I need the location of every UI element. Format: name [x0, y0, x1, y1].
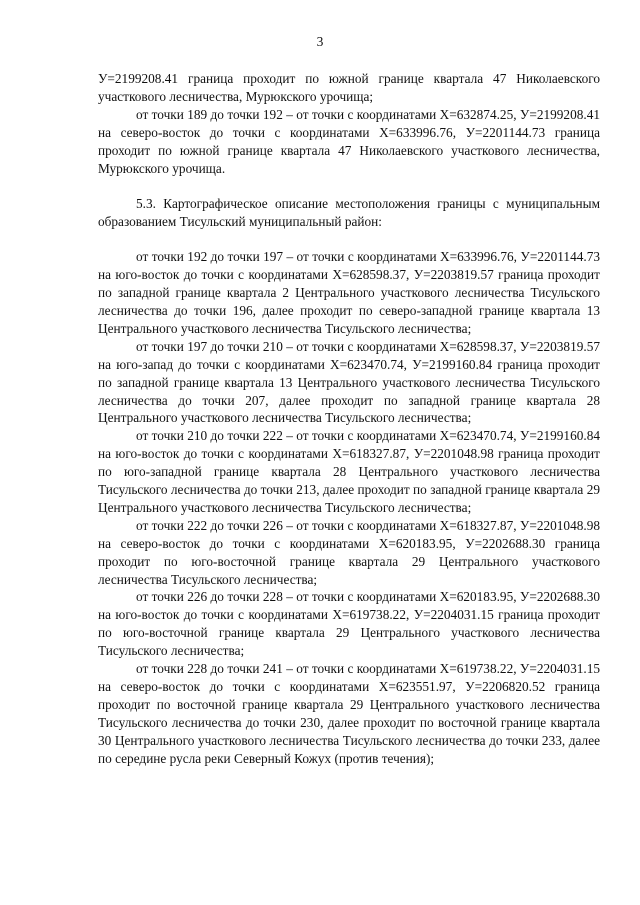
- paragraph-segment-226-228: от точки 226 до точки 228 – от точки с координатами Х=620183.95, У=2202688.30 на юго-восток до точки с координатами Х=619738.22, У=2204031.15 граница проходит по юго-восточной границе квартала 29 Центрального участкового лесничества Тисульского лесничества;: [98, 589, 600, 659]
- document-body: [98, 70, 600, 768]
- paragraph-segment-189-192: от точки 189 до точки 192 – от точки с координатами Х=632874.25, У=2199208.41 на северо-восток до точки с координатами Х=633996.76, У=2201144.73 граница проходит по южной границе квартала 47 Николаевского участкового лесничества, Мурюкского урочища.: [98, 106, 600, 176]
- page-number: 3: [316, 34, 324, 49]
- paragraph-segment-210-222: от точки 210 до точки 222 – от точки с координатами Х=623470.74, У=2199160.84 на юго-восток до точки с координатами Х=618327.87, У=2201048.98 граница проходит по юго-западной границе квартала 28 Центрального участкового лесничества Тисульского лесничества до точки 213, далее проходит по западной границе квартала 29 Центрального участкового лесничества Тисульского лесничества;: [98, 428, 600, 515]
- paragraph-segment-228-241: от точки 228 до точки 241 – от точки с координатами Х=619738.22, У=2204031.15 на северо-восток до точки с координатами Х=623551.97, У=2206820.52 граница проходит по восточной границе квартала 29 Центрального участкового лесничества Тисульского лесничества до точки 230, далее проходит по восточной границе квартала 30 Центрального участкового лесничества Тисульского лесничества до точки 233, далее по середине русла реки Северный Кожух (против течения);: [98, 661, 600, 766]
- paragraph-segment-197-210: от точки 197 до точки 210 – от точки с координатами Х=628598.37, У=2203819.57 на юго-запад до точки с координатами Х=623470.74, У=2199160.84 граница проходит по западной границе квартала 13 Центрального участкового лесничества Тисульского лесничества до точки 207, далее проходит по западной границе квартала 28 Центрального участкового лесничества Тисульского лесничества;: [98, 338, 600, 426]
- paragraph-spacer: [98, 177, 600, 195]
- section-heading-5-3: 5.3. Картографическое описание местоположения границы с муниципальным образованием Тисульский муниципальный район:: [98, 196, 600, 230]
- paragraph-spacer: [98, 231, 600, 248]
- paragraph-continuation: У=2199208.41 граница проходит по южной границе квартала 47 Николаевского участкового лесничества, Мурюкского урочища;: [98, 71, 600, 104]
- paragraph-segment-222-226: от точки 222 до точки 226 – от точки с координатами Х=618327.87, У=2201048.98 на северо-восток до точки с координатами Х=620183.95, У=2202688.30 граница проходит по юго-восточной границе квартала 29 Центрального участкового лесничества Тисульского лесничества;: [98, 517, 600, 587]
- paragraph-segment-192-197: от точки 192 до точки 197 – от точки с координатами Х=633996.76, У=2201144.73 на юго-восток до точки с координатами Х=628598.37, У=2203819.57 граница проходит по западной границе квартала 2 Центрального участкового лесничества Тисульского лесничества до точки 196, далее проходит по северо-западной границе квартала 13 Центрального участкового лесничества Тисульского лесничества;: [98, 249, 600, 336]
